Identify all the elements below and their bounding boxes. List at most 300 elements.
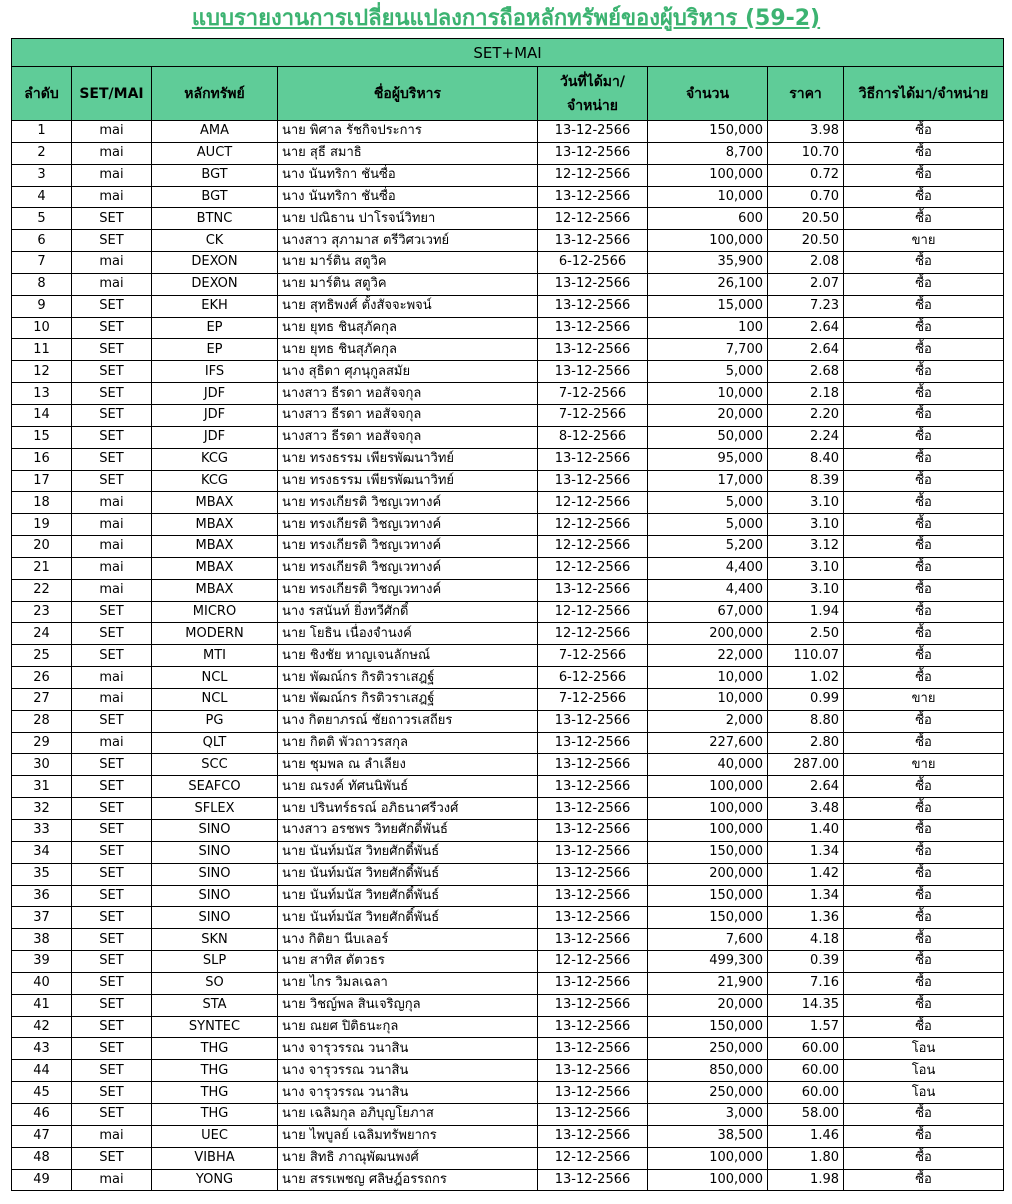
cell-price: 0.72	[768, 164, 844, 186]
cell-symbol: QLT	[152, 732, 278, 754]
cell-market: mai	[72, 1169, 152, 1191]
cell-qty: 850,000	[648, 1060, 768, 1082]
cell-name: นาย เฉลิมกุล อภิบุญโยภาส	[278, 1103, 538, 1125]
cell-qty: 2,000	[648, 710, 768, 732]
table-row	[12, 820, 1004, 842]
cell-symbol: SEAFCO	[152, 776, 278, 798]
cell-market: mai	[72, 186, 152, 208]
cell-name: นาย มาร์ติน สตูวิค	[278, 252, 538, 274]
table-row	[12, 841, 1004, 863]
table-row	[12, 557, 1004, 579]
cell-price: 8.80	[768, 710, 844, 732]
table-row	[12, 230, 1004, 252]
cell-seq: 14	[12, 404, 72, 426]
cell-qty: 100	[648, 317, 768, 339]
cell-seq: 31	[12, 776, 72, 798]
cell-method: ซื้อ	[844, 907, 1004, 929]
cell-symbol: UEC	[152, 1125, 278, 1147]
cell-seq: 49	[12, 1169, 72, 1191]
cell-name: นางสาว ธีรดา หอสัจจกุล	[278, 383, 538, 405]
cell-method: ซื้อ	[844, 645, 1004, 667]
cell-symbol: MICRO	[152, 601, 278, 623]
cell-qty: 600	[648, 208, 768, 230]
cell-symbol: THG	[152, 1038, 278, 1060]
cell-name: นาง รสนันท์ ยิ่งทวีศักดิ์	[278, 601, 538, 623]
cell-symbol: JDF	[152, 383, 278, 405]
cell-qty: 10,000	[648, 667, 768, 689]
cell-seq: 30	[12, 754, 72, 776]
cell-name: นางสาว ธีรดา หอสัจจกุล	[278, 404, 538, 426]
cell-price: 7.23	[768, 295, 844, 317]
cell-price: 1.40	[768, 820, 844, 842]
cell-method: โอน	[844, 1038, 1004, 1060]
market-band-header: SET+MAI	[12, 39, 1004, 67]
cell-price: 287.00	[768, 754, 844, 776]
cell-seq: 32	[12, 798, 72, 820]
cell-qty: 3,000	[648, 1103, 768, 1125]
cell-name: นาย สรรเพชญ ศลิษฎ์อรรถกร	[278, 1169, 538, 1191]
cell-method: ซื้อ	[844, 492, 1004, 514]
cell-qty: 100,000	[648, 230, 768, 252]
cell-symbol: MBAX	[152, 536, 278, 558]
cell-qty: 100,000	[648, 798, 768, 820]
cell-price: 20.50	[768, 230, 844, 252]
cell-market: SET	[72, 994, 152, 1016]
cell-date: 13-12-2566	[538, 339, 648, 361]
cell-method: ซื้อ	[844, 863, 1004, 885]
cell-method: ซื้อ	[844, 514, 1004, 536]
cell-price: 14.35	[768, 994, 844, 1016]
table-row	[12, 1147, 1004, 1169]
cell-name: นาย ยุทธ ชินสุภัคกุล	[278, 339, 538, 361]
cell-qty: 250,000	[648, 1038, 768, 1060]
table-row	[12, 667, 1004, 689]
cell-symbol: STA	[152, 994, 278, 1016]
cell-market: mai	[72, 121, 152, 143]
page-title: แบบรายงานการเปลี่ยนแปลงการถือหลักทรัพย์ของผู้บริหาร (59-2)	[191, 6, 821, 31]
table-row	[12, 798, 1004, 820]
cell-market: SET	[72, 208, 152, 230]
cell-name: นาง นันทริกา ชันซื่อ	[278, 186, 538, 208]
cell-symbol: MBAX	[152, 492, 278, 514]
cell-seq: 27	[12, 688, 72, 710]
cell-name: นาย ทรงธรรม เพียรพัฒนาวิทย์	[278, 448, 538, 470]
cell-method: ซื้อ	[844, 798, 1004, 820]
cell-seq: 13	[12, 383, 72, 405]
table-row	[12, 645, 1004, 667]
cell-symbol: MBAX	[152, 579, 278, 601]
cell-market: SET	[72, 601, 152, 623]
cell-qty: 95,000	[648, 448, 768, 470]
cell-date: 12-12-2566	[538, 514, 648, 536]
cell-market: mai	[72, 252, 152, 274]
cell-qty: 5,000	[648, 492, 768, 514]
table-row	[12, 536, 1004, 558]
cell-name: นาย วิชญ์พล สินเจริญกุล	[278, 994, 538, 1016]
cell-date: 13-12-2566	[538, 863, 648, 885]
cell-price: 60.00	[768, 1082, 844, 1104]
cell-date: 13-12-2566	[538, 1103, 648, 1125]
cell-date: 8-12-2566	[538, 426, 648, 448]
cell-seq: 22	[12, 579, 72, 601]
cell-market: SET	[72, 885, 152, 907]
cell-symbol: THG	[152, 1060, 278, 1082]
cell-name: นางสาว อรชพร วิทยศักดิ์พันธ์	[278, 820, 538, 842]
cell-date: 12-12-2566	[538, 536, 648, 558]
cell-symbol: AMA	[152, 121, 278, 143]
cell-market: SET	[72, 383, 152, 405]
cell-seq: 8	[12, 273, 72, 295]
cell-price: 1.34	[768, 841, 844, 863]
cell-qty: 499,300	[648, 951, 768, 973]
cell-method: ซื้อ	[844, 208, 1004, 230]
table-row	[12, 1060, 1004, 1082]
holdings-change-table	[11, 38, 1004, 1191]
cell-market: SET	[72, 361, 152, 383]
cell-price: 60.00	[768, 1060, 844, 1082]
table-row	[12, 404, 1004, 426]
cell-date: 7-12-2566	[538, 688, 648, 710]
cell-symbol: THG	[152, 1082, 278, 1104]
cell-market: SET	[72, 230, 152, 252]
cell-date: 13-12-2566	[538, 273, 648, 295]
cell-qty: 5,200	[648, 536, 768, 558]
cell-symbol: DEXON	[152, 273, 278, 295]
cell-seq: 28	[12, 710, 72, 732]
header-name: ชื่อผู้บริหาร	[278, 67, 538, 121]
cell-seq: 24	[12, 623, 72, 645]
cell-method: ซื้อ	[844, 623, 1004, 645]
cell-method: ซื้อ	[844, 710, 1004, 732]
cell-qty: 7,700	[648, 339, 768, 361]
cell-method: ซื้อ	[844, 732, 1004, 754]
cell-date: 13-12-2566	[538, 776, 648, 798]
cell-seq: 6	[12, 230, 72, 252]
cell-qty: 7,600	[648, 929, 768, 951]
cell-symbol: SLP	[152, 951, 278, 973]
cell-symbol: MBAX	[152, 557, 278, 579]
cell-name: นาย นันท์มนัส วิทยศักดิ์พันธ์	[278, 885, 538, 907]
cell-method: ซื้อ	[844, 841, 1004, 863]
cell-seq: 23	[12, 601, 72, 623]
table-row	[12, 339, 1004, 361]
table-row	[12, 994, 1004, 1016]
cell-price: 3.12	[768, 536, 844, 558]
cell-name: นางสาว ธีรดา หอสัจจกุล	[278, 426, 538, 448]
cell-date: 13-12-2566	[538, 732, 648, 754]
cell-price: 2.24	[768, 426, 844, 448]
table-row	[12, 470, 1004, 492]
header-market: SET/MAI	[72, 67, 152, 121]
table-row	[12, 295, 1004, 317]
cell-method: ซื้อ	[844, 601, 1004, 623]
cell-date: 13-12-2566	[538, 1125, 648, 1147]
cell-method: ขาย	[844, 754, 1004, 776]
cell-symbol: NCL	[152, 688, 278, 710]
header-seq: ลำดับ	[12, 67, 72, 121]
cell-date: 13-12-2566	[538, 317, 648, 339]
cell-market: SET	[72, 907, 152, 929]
cell-market: SET	[72, 754, 152, 776]
cell-date: 12-12-2566	[538, 208, 648, 230]
cell-symbol: VIBHA	[152, 1147, 278, 1169]
cell-symbol: AUCT	[152, 142, 278, 164]
cell-qty: 20,000	[648, 404, 768, 426]
cell-qty: 100,000	[648, 776, 768, 798]
header-date	[538, 67, 648, 121]
cell-seq: 39	[12, 951, 72, 973]
cell-qty: 150,000	[648, 121, 768, 143]
cell-date: 13-12-2566	[538, 972, 648, 994]
cell-method: ซื้อ	[844, 404, 1004, 426]
cell-market: SET	[72, 863, 152, 885]
cell-qty: 38,500	[648, 1125, 768, 1147]
cell-market: SET	[72, 951, 152, 973]
cell-market: SET	[72, 317, 152, 339]
cell-qty: 8,700	[648, 142, 768, 164]
cell-qty: 5,000	[648, 514, 768, 536]
cell-date: 13-12-2566	[538, 361, 648, 383]
cell-name: นาง จารุวรรณ วนาสิน	[278, 1060, 538, 1082]
cell-date: 13-12-2566	[538, 798, 648, 820]
cell-method: ซื้อ	[844, 295, 1004, 317]
cell-price: 58.00	[768, 1103, 844, 1125]
cell-market: SET	[72, 1103, 152, 1125]
cell-name: นาย ไกร วิมลเฉลา	[278, 972, 538, 994]
cell-date: 13-12-2566	[538, 579, 648, 601]
cell-market: mai	[72, 732, 152, 754]
cell-symbol: CK	[152, 230, 278, 252]
cell-qty: 100,000	[648, 820, 768, 842]
cell-name: นาย ณรงค์ ทัศนนิพันธ์	[278, 776, 538, 798]
cell-qty: 22,000	[648, 645, 768, 667]
cell-qty: 100,000	[648, 1169, 768, 1191]
cell-method: ซื้อ	[844, 164, 1004, 186]
cell-symbol: IFS	[152, 361, 278, 383]
header-date-line1: วันที่ได้มา/	[560, 73, 625, 90]
table-row	[12, 448, 1004, 470]
cell-name: นาง สุธิดา ศุภนุกูลสมัย	[278, 361, 538, 383]
cell-qty: 100,000	[648, 164, 768, 186]
cell-method: โอน	[844, 1060, 1004, 1082]
cell-qty: 21,900	[648, 972, 768, 994]
cell-price: 2.18	[768, 383, 844, 405]
cell-qty: 150,000	[648, 885, 768, 907]
cell-symbol: SFLEX	[152, 798, 278, 820]
cell-name: นาย ทรงเกียรติ วิชญเวทางค์	[278, 514, 538, 536]
header-symbol: หลักทรัพย์	[152, 67, 278, 121]
table-row	[12, 273, 1004, 295]
cell-name: นาย กิตติ พัวถาวรสกุล	[278, 732, 538, 754]
cell-method: ซื้อ	[844, 273, 1004, 295]
cell-seq: 18	[12, 492, 72, 514]
cell-price: 110.07	[768, 645, 844, 667]
cell-method: ซื้อ	[844, 470, 1004, 492]
cell-qty: 4,400	[648, 557, 768, 579]
cell-qty: 10,000	[648, 186, 768, 208]
cell-symbol: JDF	[152, 404, 278, 426]
cell-method: ซื้อ	[844, 252, 1004, 274]
cell-date: 13-12-2566	[538, 710, 648, 732]
cell-method: ซื้อ	[844, 820, 1004, 842]
cell-name: นาย มาร์ติน สตูวิค	[278, 273, 538, 295]
cell-date: 13-12-2566	[538, 907, 648, 929]
cell-qty: 17,000	[648, 470, 768, 492]
cell-market: SET	[72, 295, 152, 317]
cell-seq: 7	[12, 252, 72, 274]
cell-method: ซื้อ	[844, 142, 1004, 164]
cell-symbol: SCC	[152, 754, 278, 776]
cell-name: นาย ปณิธาน ปาโรจน์วิทยา	[278, 208, 538, 230]
cell-symbol: EKH	[152, 295, 278, 317]
cell-seq: 3	[12, 164, 72, 186]
cell-market: SET	[72, 710, 152, 732]
cell-date: 13-12-2566	[538, 142, 648, 164]
cell-qty: 4,400	[648, 579, 768, 601]
cell-name: นาง กิติยา นีบเลอร์	[278, 929, 538, 951]
table-row	[12, 907, 1004, 929]
cell-price: 1.94	[768, 601, 844, 623]
cell-price: 3.10	[768, 579, 844, 601]
cell-symbol: DEXON	[152, 252, 278, 274]
table-row	[12, 885, 1004, 907]
cell-symbol: BGT	[152, 164, 278, 186]
cell-market: SET	[72, 448, 152, 470]
cell-seq: 43	[12, 1038, 72, 1060]
cell-qty: 200,000	[648, 863, 768, 885]
cell-symbol: SO	[152, 972, 278, 994]
cell-name: นาย ทรงธรรม เพียรพัฒนาวิทย์	[278, 470, 538, 492]
cell-method: ซื้อ	[844, 317, 1004, 339]
cell-seq: 12	[12, 361, 72, 383]
cell-price: 1.98	[768, 1169, 844, 1191]
cell-price: 1.42	[768, 863, 844, 885]
cell-date: 13-12-2566	[538, 1169, 648, 1191]
cell-name: นาย พิศาล รัชกิจประการ	[278, 121, 538, 143]
cell-price: 8.39	[768, 470, 844, 492]
cell-symbol: SINO	[152, 841, 278, 863]
cell-name: นาย ณยศ ปิติธนะกุล	[278, 1016, 538, 1038]
table-row	[12, 1103, 1004, 1125]
cell-name: นาย นันท์มนัส วิทยศักดิ์พันธ์	[278, 863, 538, 885]
cell-symbol: SINO	[152, 820, 278, 842]
cell-symbol: SINO	[152, 885, 278, 907]
cell-price: 60.00	[768, 1038, 844, 1060]
cell-method: ซื้อ	[844, 361, 1004, 383]
cell-qty: 35,900	[648, 252, 768, 274]
cell-qty: 67,000	[648, 601, 768, 623]
cell-method: ซื้อ	[844, 1169, 1004, 1191]
cell-seq: 9	[12, 295, 72, 317]
cell-symbol: EP	[152, 317, 278, 339]
cell-method: ซื้อ	[844, 579, 1004, 601]
cell-seq: 20	[12, 536, 72, 558]
cell-qty: 150,000	[648, 907, 768, 929]
cell-method: ซื้อ	[844, 1103, 1004, 1125]
cell-market: SET	[72, 929, 152, 951]
cell-seq: 44	[12, 1060, 72, 1082]
cell-market: mai	[72, 164, 152, 186]
cell-price: 1.80	[768, 1147, 844, 1169]
cell-price: 10.70	[768, 142, 844, 164]
cell-qty: 40,000	[648, 754, 768, 776]
cell-price: 2.50	[768, 623, 844, 645]
header-date-line2: จำหน่าย	[567, 97, 618, 114]
cell-name: นาง จารุวรรณ วนาสิน	[278, 1082, 538, 1104]
cell-symbol: SINO	[152, 907, 278, 929]
cell-method: ซื้อ	[844, 667, 1004, 689]
cell-method: ซื้อ	[844, 951, 1004, 973]
cell-market: mai	[72, 579, 152, 601]
cell-seq: 34	[12, 841, 72, 863]
cell-name: นาง กิตยาภรณ์ ชัยถาวรเสถียร	[278, 710, 538, 732]
cell-seq: 29	[12, 732, 72, 754]
cell-seq: 33	[12, 820, 72, 842]
cell-symbol: YONG	[152, 1169, 278, 1191]
cell-date: 13-12-2566	[538, 820, 648, 842]
cell-market: SET	[72, 339, 152, 361]
cell-market: SET	[72, 841, 152, 863]
table-row	[12, 754, 1004, 776]
cell-seq: 19	[12, 514, 72, 536]
cell-seq: 25	[12, 645, 72, 667]
cell-symbol: MODERN	[152, 623, 278, 645]
cell-market: SET	[72, 645, 152, 667]
cell-market: SET	[72, 623, 152, 645]
cell-symbol: JDF	[152, 426, 278, 448]
cell-date: 13-12-2566	[538, 448, 648, 470]
table-row	[12, 1038, 1004, 1060]
cell-price: 3.98	[768, 121, 844, 143]
cell-seq: 36	[12, 885, 72, 907]
cell-price: 0.99	[768, 688, 844, 710]
cell-price: 0.39	[768, 951, 844, 973]
table-row	[12, 1082, 1004, 1104]
cell-date: 12-12-2566	[538, 951, 648, 973]
cell-method: ซื้อ	[844, 776, 1004, 798]
cell-symbol: PG	[152, 710, 278, 732]
cell-price: 2.80	[768, 732, 844, 754]
cell-qty: 10,000	[648, 688, 768, 710]
table-row	[12, 972, 1004, 994]
cell-qty: 150,000	[648, 841, 768, 863]
cell-seq: 21	[12, 557, 72, 579]
cell-date: 13-12-2566	[538, 470, 648, 492]
cell-qty: 227,600	[648, 732, 768, 754]
cell-seq: 5	[12, 208, 72, 230]
cell-seq: 46	[12, 1103, 72, 1125]
cell-qty: 20,000	[648, 994, 768, 1016]
table-row	[12, 317, 1004, 339]
cell-qty: 15,000	[648, 295, 768, 317]
cell-price: 7.16	[768, 972, 844, 994]
cell-price: 1.57	[768, 1016, 844, 1038]
cell-name: นาย พัฒณ์กร กิรติวราเสฎฐ์	[278, 667, 538, 689]
cell-date: 13-12-2566	[538, 186, 648, 208]
cell-date: 13-12-2566	[538, 1082, 648, 1104]
cell-market: mai	[72, 688, 152, 710]
cell-method: ซื้อ	[844, 929, 1004, 951]
cell-symbol: SYNTEC	[152, 1016, 278, 1038]
cell-date: 12-12-2566	[538, 601, 648, 623]
cell-seq: 42	[12, 1016, 72, 1038]
cell-name: นาย สุธี สมาธิ	[278, 142, 538, 164]
cell-market: SET	[72, 1082, 152, 1104]
cell-price: 8.40	[768, 448, 844, 470]
cell-qty: 200,000	[648, 623, 768, 645]
cell-market: mai	[72, 514, 152, 536]
cell-symbol: SINO	[152, 863, 278, 885]
